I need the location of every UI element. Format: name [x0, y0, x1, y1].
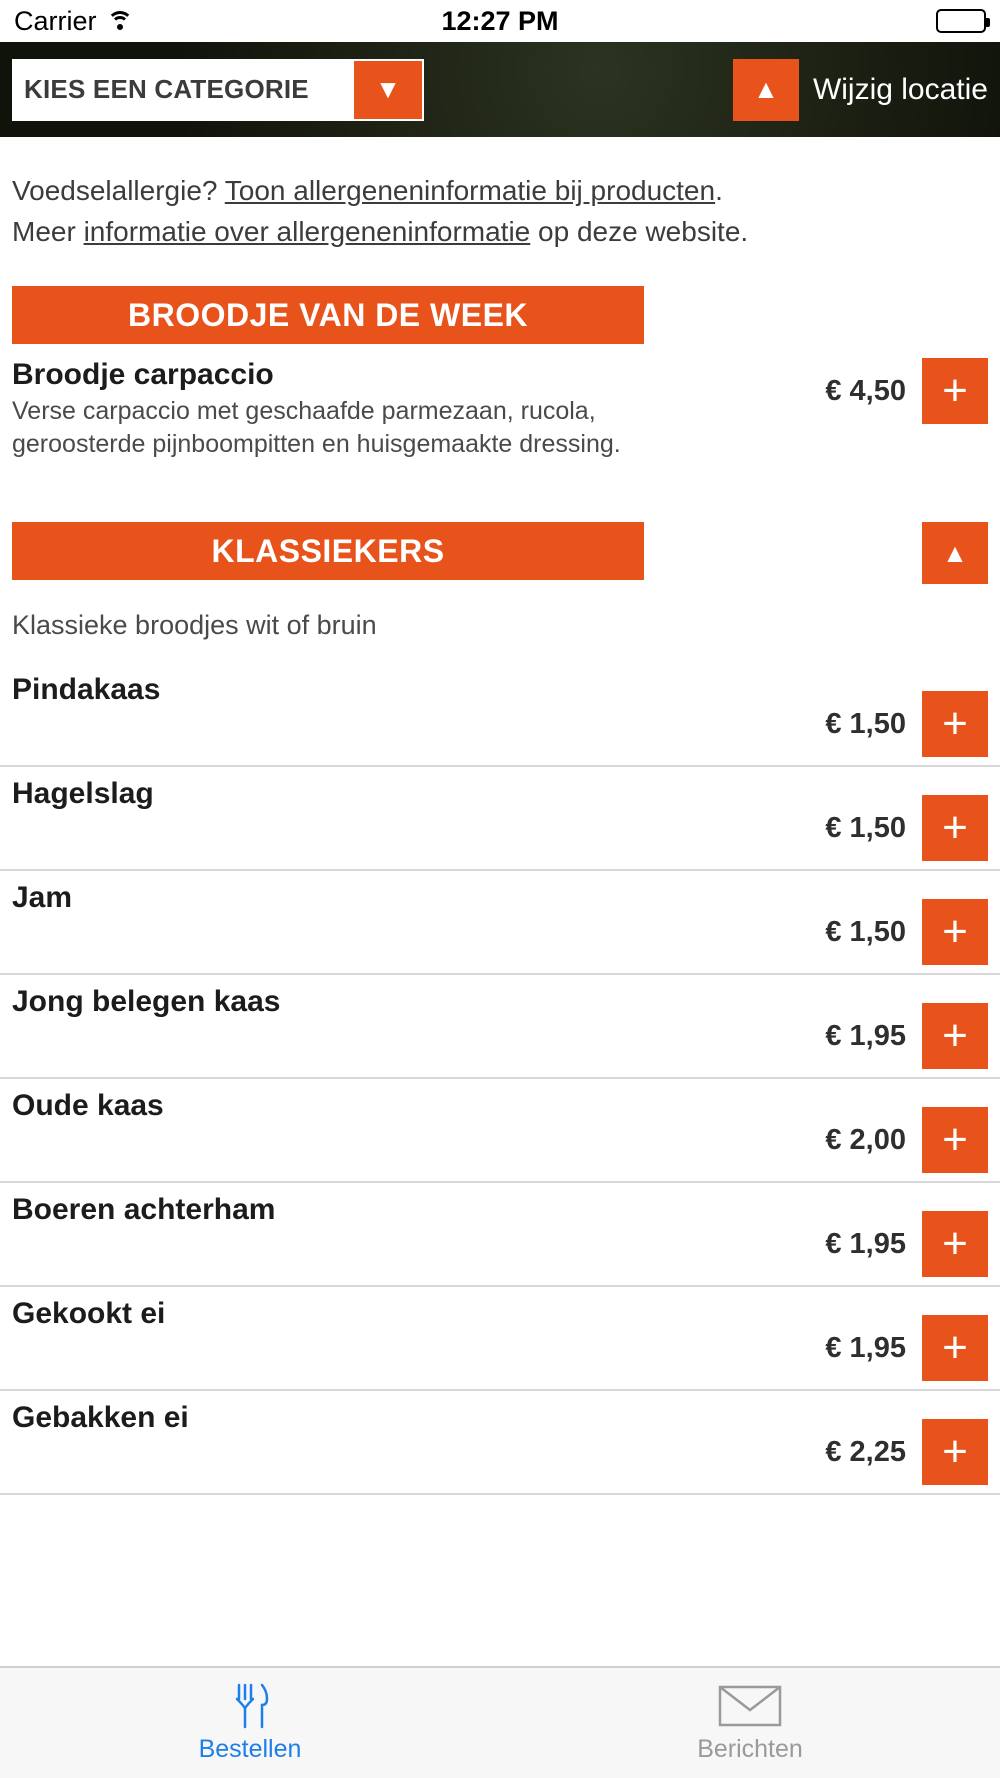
product-price-add [825, 1315, 988, 1381]
product-name: Jong belegen kaas [12, 985, 281, 1019]
chevron-down-icon[interactable]: ▼ [354, 61, 422, 119]
product-name: Oude kaas [12, 1089, 164, 1123]
product-price: € 1,95 [825, 1331, 906, 1364]
change-location-link[interactable]: Wijzig locatie [812, 72, 988, 106]
allergy-line-2-prefix: Meer [12, 215, 84, 247]
list-item[interactable] [0, 1287, 1000, 1391]
product-price: € 2,00 [825, 1123, 906, 1156]
envelope-icon [718, 1683, 782, 1729]
add-to-cart-button[interactable]: + [922, 1107, 988, 1173]
tab-bar [0, 1666, 1000, 1778]
clock-label: 12:27 PM [441, 5, 559, 36]
tab-label: Bestellen [198, 1734, 302, 1763]
add-to-cart-button[interactable]: + [922, 358, 988, 424]
section-collapse-icon[interactable]: ▲ [922, 522, 988, 584]
add-to-cart-button[interactable]: + [922, 899, 988, 965]
featured-item-info [12, 358, 712, 460]
product-price-add [825, 1107, 988, 1173]
product-price-add [825, 691, 988, 757]
product-price: € 1,95 [825, 1019, 906, 1052]
list-item[interactable] [0, 663, 1000, 767]
allergy-note [0, 137, 1000, 252]
battery-full-icon [936, 9, 986, 33]
location-group [733, 59, 988, 121]
product-name: Pindakaas [12, 673, 161, 707]
tab-bestellen[interactable] [0, 1668, 500, 1778]
product-name: Jam [12, 881, 73, 915]
product-price: € 2,25 [825, 1435, 906, 1468]
product-name: Gekookt ei [12, 1297, 166, 1331]
app-header [0, 42, 1000, 137]
featured-item-price-add [825, 358, 988, 424]
product-name: Hagelslag [12, 777, 154, 811]
status-bar [0, 0, 1000, 42]
section-header-klassiekers[interactable]: KLASSIEKERS [12, 522, 644, 580]
allergy-line-2-suffix: op deze website. [530, 215, 749, 247]
product-price-add [825, 795, 988, 861]
status-bar-right [936, 9, 986, 33]
chevron-up-icon[interactable]: ▲ [733, 59, 799, 121]
featured-item-price: € 4,50 [825, 374, 906, 407]
product-price-add [825, 1003, 988, 1069]
featured-band-row [0, 286, 1000, 344]
tab-berichten[interactable] [500, 1668, 1000, 1778]
list-item[interactable] [0, 1391, 1000, 1495]
section-header-broodje-van-de-week[interactable]: BROODJE VAN DE WEEK [12, 286, 644, 344]
product-price: € 1,50 [825, 707, 906, 740]
allergy-products-link[interactable]: Toon allergeneninformatie bij producten [224, 175, 716, 206]
list-item[interactable] [0, 871, 1000, 975]
product-price-add [825, 899, 988, 965]
tab-label: Berichten [697, 1734, 803, 1763]
allergy-line-1-prefix: Voedselallergie? [12, 175, 225, 206]
allergy-line-1-suffix: . [715, 175, 723, 206]
product-price-add [825, 1419, 988, 1485]
featured-item-name: Broodje carpaccio [12, 358, 274, 392]
featured-item[interactable] [0, 344, 1000, 460]
list-item[interactable] [0, 975, 1000, 1079]
product-price: € 1,50 [825, 811, 906, 844]
allergy-line-1 [12, 171, 988, 212]
add-to-cart-button[interactable]: + [922, 795, 988, 861]
product-list [0, 663, 1000, 1495]
add-to-cart-button[interactable]: + [922, 1211, 988, 1277]
carrier-label: Carrier [14, 5, 97, 36]
classics-band-row [0, 522, 1000, 584]
allergy-line-2 [12, 212, 988, 253]
product-name: Gebakken ei [12, 1401, 189, 1435]
section-description: Klassieke broodjes wit of bruin [12, 610, 377, 641]
add-to-cart-button[interactable]: + [922, 691, 988, 757]
allergy-info-link[interactable]: informatie over allergeneninformatie [83, 215, 531, 247]
add-to-cart-button[interactable]: + [922, 1003, 988, 1069]
category-select[interactable] [12, 59, 424, 121]
product-price-add [825, 1211, 988, 1277]
add-to-cart-button[interactable]: + [922, 1419, 988, 1485]
category-select-value: KIES EEN CATEGORIE [24, 74, 309, 104]
cutlery-icon [231, 1683, 269, 1729]
list-item[interactable] [0, 1183, 1000, 1287]
list-item[interactable] [0, 1079, 1000, 1183]
product-name: Boeren achterham [12, 1193, 276, 1227]
list-item[interactable] [0, 767, 1000, 871]
add-to-cart-button[interactable]: + [922, 1315, 988, 1381]
product-price: € 1,50 [825, 915, 906, 948]
featured-item-description: Verse carpaccio met geschaafde parmezaan, rucola, geroosterde pijnboompitten en huisgemaakte dressing. [12, 397, 621, 458]
product-price: € 1,95 [825, 1227, 906, 1260]
